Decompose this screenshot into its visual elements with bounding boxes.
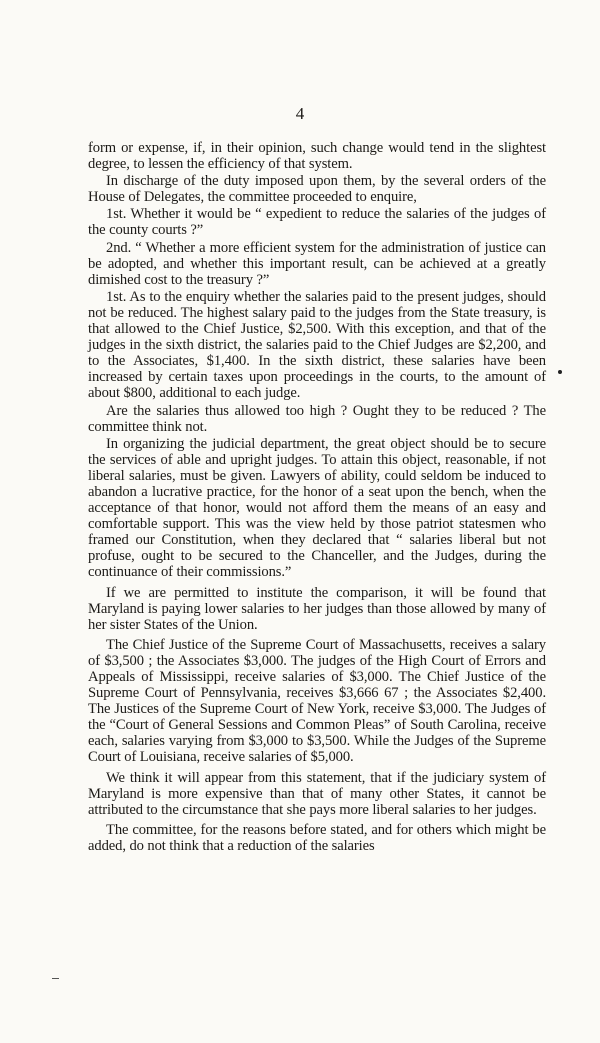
paragraph-comparison: If we are permitted to institute the comparison, it will be found that Maryland is paying lower salaries to her judges than those allowed by many of her sister States of the Union. xyxy=(88,584,546,633)
paragraph-duty: In discharge of the duty imposed upon them, by the several orders of the House of Delegates, the committee proceeded to enquire, xyxy=(88,173,546,206)
paragraph-continuation: form or expense, if, in their opinion, such change would tend in the slightest degree, to lessen the efficiency of that system. xyxy=(88,140,546,173)
margin-ink-dot xyxy=(558,370,562,374)
body-text xyxy=(88,140,546,855)
paragraph-question-1: 1st. Whether it would be “ expedient to reduce the salaries of the judges of the county courts ?” xyxy=(88,206,546,239)
paragraph-question-2: 2nd. “ Whether a more efficient system for the administration of justice can be adopted, and whether this important result, can be achieved at a greatly dimished cost to the treasury ?” xyxy=(88,239,546,288)
page-number: 4 xyxy=(295,104,305,123)
margin-ink-mark xyxy=(52,978,59,979)
paragraph-statement: We think it will appear from this statement, that if the judiciary system of Maryland is more expensive than that of many other States, it cannot be attributed to the circumstance that she pays more liberal salaries to her judges. xyxy=(88,769,546,818)
paragraph-too-high: Are the salaries thus allowed too high ? Ought they to be reduced ? The committee think not. xyxy=(88,402,546,435)
paragraph-salaries: 1st. As to the enquiry whether the salaries paid to the present judges, should not be reduced. The highest salary paid to the judges from the State treasury, is that allowed to the Chief Justice, $2,500. With this exception, and that of the judges in the sixth district, the salaries paid to the Chief Judges are $2,200, and to the Associates, $1,400. In the sixth district, these salaries have been increased by certain taxes upon proceedings in the courts, to the amount of about $800, additional to each judge. xyxy=(88,288,546,402)
paragraph-other-states: The Chief Justice of the Supreme Court of Massachusetts, receives a salary of $3,500 ; the Associates $3,000. The judges of the High Court of Errors and Appeals of Mississippi, receive salaries of $3,000. The Chief Justice of the Supreme Court of Pennsylvania, receives $3,666 67 ; the Associates $2,400. The Justices of the Supreme Court of New York, receive $3,000. The Judges of the “Court of General Sessions and Common Pleas” of South Carolina, receive each, salaries varying from $3,000 to $3,500. While the Judges of the Supreme Court of Louisiana, receive salaries of $5,000. xyxy=(88,636,546,766)
paragraph-organizing: In organizing the judicial department, the great object should be to secure the services of able and upright judges. To attain this object, reasonable, if not liberal salaries, must be given. Lawyers of ability, could seldom be induced to abandon a lucrative practice, for the honor of a seat upon the bench, when the acceptance of that honor, would not afford them the means of an easy and comfortable support. This was the view held by those patriot statesmen who framed our Constitution, when they declared that “ salaries liberal but not profuse, ought to be secured to the Chanceller, and the Judges, during the continuance of their commissions.” xyxy=(88,435,546,581)
paragraph-committee: The committee, for the reasons before stated, and for others which might be added, do not think that a reduction of the salaries xyxy=(88,821,546,854)
